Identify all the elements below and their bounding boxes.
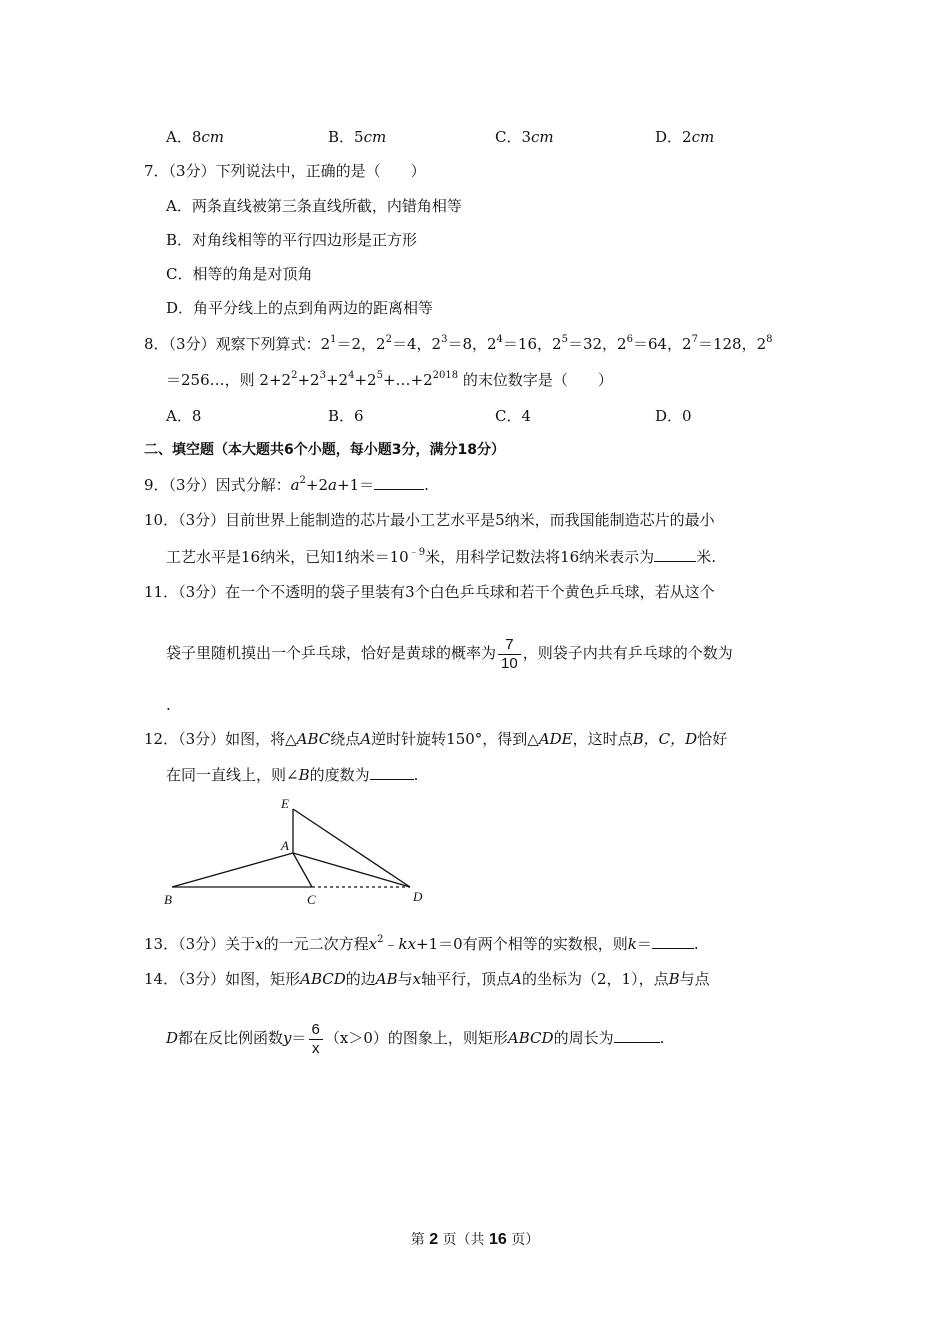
q11-line3: . bbox=[166, 696, 171, 714]
label-a: A bbox=[281, 838, 289, 853]
q10-line1: 10．（3分）目前世界上能制造的芯片最小工艺水平是5纳米，而我国能制造芯片的最小 bbox=[144, 511, 715, 529]
q6-option-b: B．5cm bbox=[328, 128, 387, 146]
label-c: C bbox=[307, 892, 316, 907]
segment-ba bbox=[172, 853, 293, 887]
q12-line2: 在同一直线上，则∠B的度数为 . bbox=[166, 766, 419, 784]
segment-ad bbox=[293, 853, 410, 887]
q6-option-c: C．3cm bbox=[495, 128, 554, 146]
q8-option-b: B．6 bbox=[328, 407, 364, 425]
q14-line1: 14．（3分）如图，矩形ABCD的边AB与x轴平行，顶点A的坐标为（2，1），点B与点 bbox=[144, 970, 710, 988]
q7-option-d: D．角平分线上的点到角两边的距离相等 bbox=[166, 299, 434, 317]
page-number: 2 bbox=[429, 1231, 439, 1248]
q12-line1: 12．（3分）如图，将△ABC绕点A逆时针旋转150°，得到△ADE，这时点B，C，D恰好 bbox=[144, 730, 728, 748]
q9: 9．（3分）因式分解：$a^2+2a+1=$ . bbox=[144, 475, 429, 494]
q11-line2: 袋子里随机摸出一个乒乓球，恰好是黄球的概率为 $\frac{7}{10}$ ，则袋子内共有乒乓球的个数为 bbox=[166, 635, 733, 672]
q7-option-b: B．对角线相等的平行四边形是正方形 bbox=[166, 231, 418, 249]
page-total: 16 bbox=[489, 1231, 507, 1248]
segment-ed bbox=[293, 809, 410, 887]
label-e: E bbox=[281, 796, 289, 811]
q14-line2: D都在反比例函数y＝ $\frac{6}{x}$ （x＞0）的图象上，则矩形ABCD的周长为 . bbox=[166, 1020, 665, 1057]
page-footer: 第 2 页（共 16 页） bbox=[410, 1231, 540, 1248]
q6-option-d: D．2cm bbox=[655, 128, 715, 146]
section-title: 二、填空题（本大题共6个小题，每小题3分，满分18分） bbox=[144, 442, 505, 458]
q6-option-a: A．8cm bbox=[166, 128, 225, 146]
q13: 13．（3分）关于x的一元二次方程$x^2﹣kx+1=0$有两个相等的实数根，则k＝ . bbox=[144, 934, 699, 953]
q8-option-a: A．8 bbox=[166, 407, 202, 425]
q11-line1: 11．（3分）在一个不透明的袋子里装有3个白色乒乓球和若干个黄色乒乓球，若从这个 bbox=[144, 583, 715, 601]
q8-stem-line1: 8．（3分）观察下列算式：$2^1=2$，$2^2=4$，$2^3=8$，$2^4=16$，$2^5=32$，$2^6=64$，$2^7=128$，$2^8$ bbox=[144, 334, 773, 353]
q7-option-a: A．两条直线被第三条直线所截，内错角相等 bbox=[166, 197, 462, 215]
q7-stem: 7．（3分）下列说法中，正确的是（ ） bbox=[144, 162, 426, 180]
label-d: D bbox=[413, 889, 423, 904]
q8-stem-line2: ＝256…，则 $2+2^2+2^3+2^4+2^5+\dots+2^{2018}$ 的末位数字是（ ） bbox=[166, 370, 613, 389]
q14-fraction: $\frac{6}{x}$ bbox=[309, 1021, 323, 1058]
q12-figure bbox=[160, 790, 430, 915]
label-b: B bbox=[164, 892, 172, 907]
q8-option-c: C．4 bbox=[495, 407, 532, 425]
q11-fraction: $\frac{7}{10}$ bbox=[498, 636, 521, 673]
q8-option-d: D．0 bbox=[655, 407, 692, 425]
q7-option-c: C．相等的角是对顶角 bbox=[166, 265, 313, 283]
q10-line2: 工艺水平是16纳米，已知1纳米$=10^{﹣9}$米，用科学记数法将16纳米表示为 米. bbox=[166, 547, 716, 566]
